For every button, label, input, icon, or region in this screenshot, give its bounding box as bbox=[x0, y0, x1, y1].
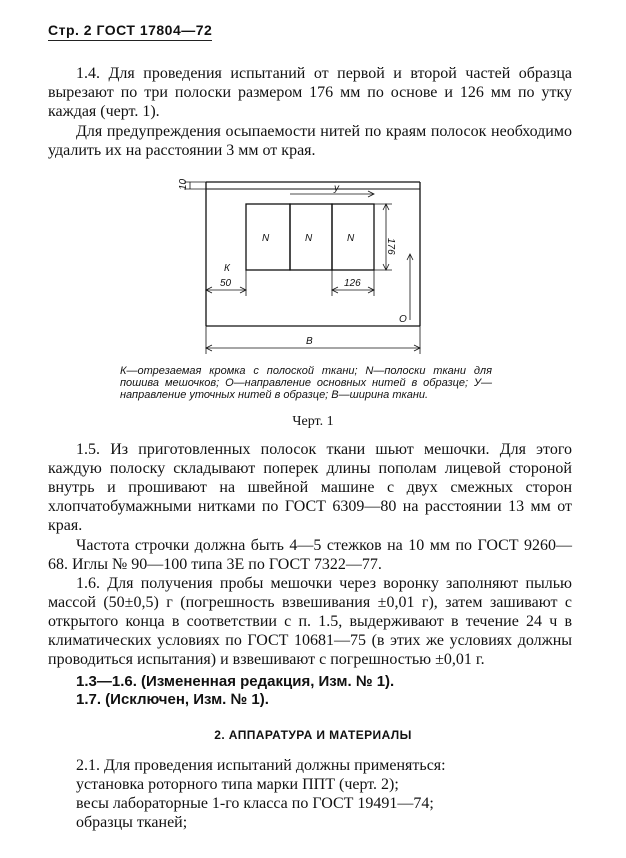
selvedge-k-label: К bbox=[224, 263, 230, 274]
list-item: весы лабораторные 1-го класса по ГОСТ 19491—74; bbox=[76, 795, 434, 812]
paragraph-prevent: Для предупреждения осыпаемости нитей по краям полосок необходимо удалить их на расстоянии 3 мм от края. bbox=[48, 123, 572, 159]
paragraph-1-6: 1.6. Для получения пробы мешочки через воронку заполняют пылью массой (50±0,5) г (погрешность взвешивания ±0,01 г), затем зашивают с открытого конца в соответствии с п. 1.5, выдерживают в течение 24 ч в климатических условиях по ГОСТ 10681—75 (в этих же условиях должны проводиться испытания) и взвешивают с погрешностью ±0,01 г. bbox=[48, 575, 572, 668]
paragraph-1-5: 1.5. Из приготовленных полосок ткани шьют мешочки. Для этого каждую полоску складывают поперек длины пополам лицевой стороной внутрь и прошивают на швейной машине с двух смежных сторон хлопчатобумажными нитками по ГОСТ 6309—80 на расстоянии 13 мм от края. bbox=[48, 441, 572, 534]
amendment-note-1: 1.3—1.6. (Измененная редакция, Изм. № 1). bbox=[76, 673, 395, 690]
strip-3-label: N bbox=[347, 233, 355, 244]
list-item: образцы тканей; bbox=[76, 814, 188, 831]
figure-1 bbox=[170, 172, 430, 362]
list-item: установка роторного типа марки ППТ (черт. 2); bbox=[76, 776, 399, 793]
arrow-o-label: О bbox=[399, 314, 407, 325]
dim-10-label: 10 bbox=[178, 178, 189, 190]
paragraph-2-1: 2.1. Для проведения испытаний должны применяться: bbox=[76, 757, 446, 774]
figure-label: Черт. 1 bbox=[292, 414, 334, 429]
width-b-label: В bbox=[306, 336, 313, 347]
amendment-note-2: 1.7. (Исключен, Изм. № 1). bbox=[76, 691, 269, 708]
page-header bbox=[48, 22, 212, 38]
header-underline bbox=[48, 40, 212, 41]
figure-caption: К—отрезаемая кромка с полоской ткани; N—полоски ткани для пошива мешочков; О—направление основных нитей в образце; У—направление уточных нитей в образце; В—ширина ткани. bbox=[120, 365, 492, 401]
arrow-y-label: у bbox=[334, 183, 339, 194]
dim-50-label: 50 bbox=[220, 278, 232, 289]
page-header-text: Стр. 2 ГОСТ 17804—72 bbox=[48, 22, 213, 38]
paragraph-stitch: Частота строчки должна быть 4—5 стежков на 10 мм по ГОСТ 9260—68. Иглы № 90—100 типа 3Е по ГОСТ 7322—77. bbox=[48, 537, 572, 573]
strip-2-label: N bbox=[305, 233, 313, 244]
paragraph-1-4: 1.4. Для проведения испытаний от первой и второй частей образца вырезают по три полоски размером 176 мм по основе и 126 мм по утку каждая (черт. 1). bbox=[48, 65, 572, 120]
dim-126-label: 126 bbox=[344, 278, 361, 289]
strip-1-label: N bbox=[262, 233, 270, 244]
section-title: 2. АППАРАТУРА И МАТЕРИАЛЫ bbox=[214, 728, 412, 742]
dim-176-label: 176 bbox=[385, 238, 396, 255]
